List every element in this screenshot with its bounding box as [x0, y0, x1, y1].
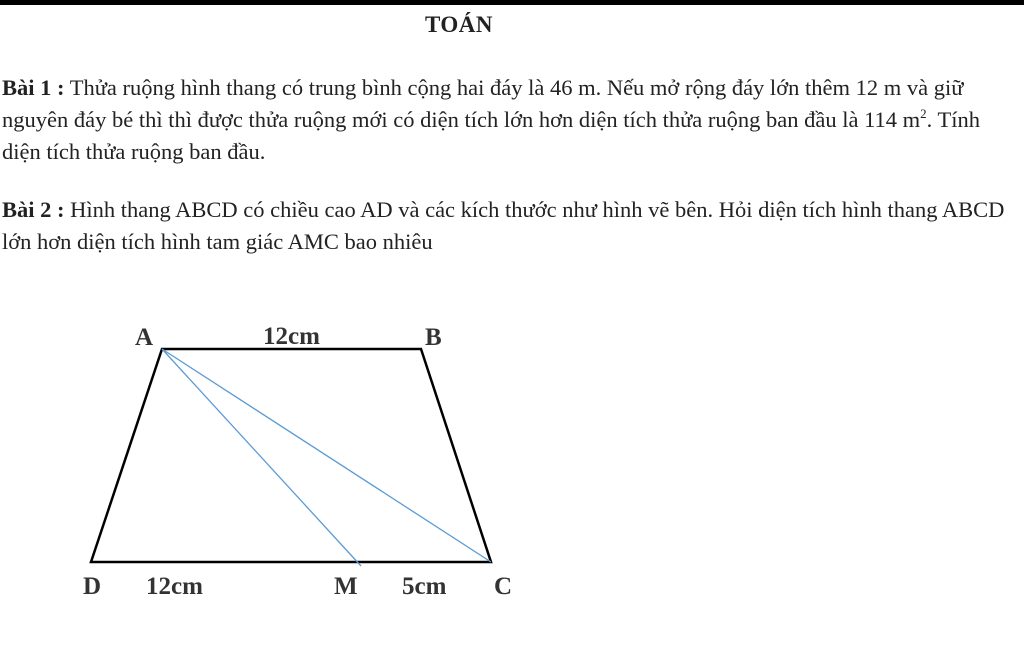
segment-ac [162, 349, 491, 562]
top-border [0, 0, 1024, 5]
problem-1-text-end: . Tính diện tích thửa ruộng ban đầu. [2, 107, 981, 164]
length-mc-label: 5cm [402, 573, 447, 600]
problem-2-label: Bài 2 : [2, 197, 65, 222]
problem-2 [2, 194, 1017, 258]
trapezoid-abcd [91, 349, 491, 562]
problem-1 [2, 72, 1017, 168]
vertex-d-label: D [83, 573, 102, 600]
vertex-c-label: C [494, 573, 513, 600]
vertex-b-label: B [425, 324, 442, 351]
length-ab-label: 12cm [263, 323, 320, 350]
page-title: TOÁN [424, 12, 494, 37]
problem-1-label: Bài 1 : [2, 75, 65, 100]
problem-1-exponent: 2 [920, 106, 927, 121]
problem-2-text: Hình thang ABCD có chiều cao AD và các kích thước như hình vẽ bên. Hỏi diện tích hình thang ABCD lớn hơn diện tích hình tam giác AMC bao nhiêu [2, 197, 1005, 254]
vertex-a-label: A [135, 324, 154, 351]
problem-1-text: Thửa ruộng hình thang có trung bình cộng hai đáy là 46 m. Nếu mở rộng đáy lớn thêm 12 m và giữ nguyên đáy bé thì thì được thửa ruộng mới có diện tích lớn hơn diện tích thửa ruộng ban đầu là 114 m [2, 75, 964, 132]
length-dm-label: 12cm [146, 573, 203, 600]
segment-am [162, 349, 361, 566]
point-m-label: M [334, 573, 358, 600]
trapezoid-figure [0, 300, 560, 620]
